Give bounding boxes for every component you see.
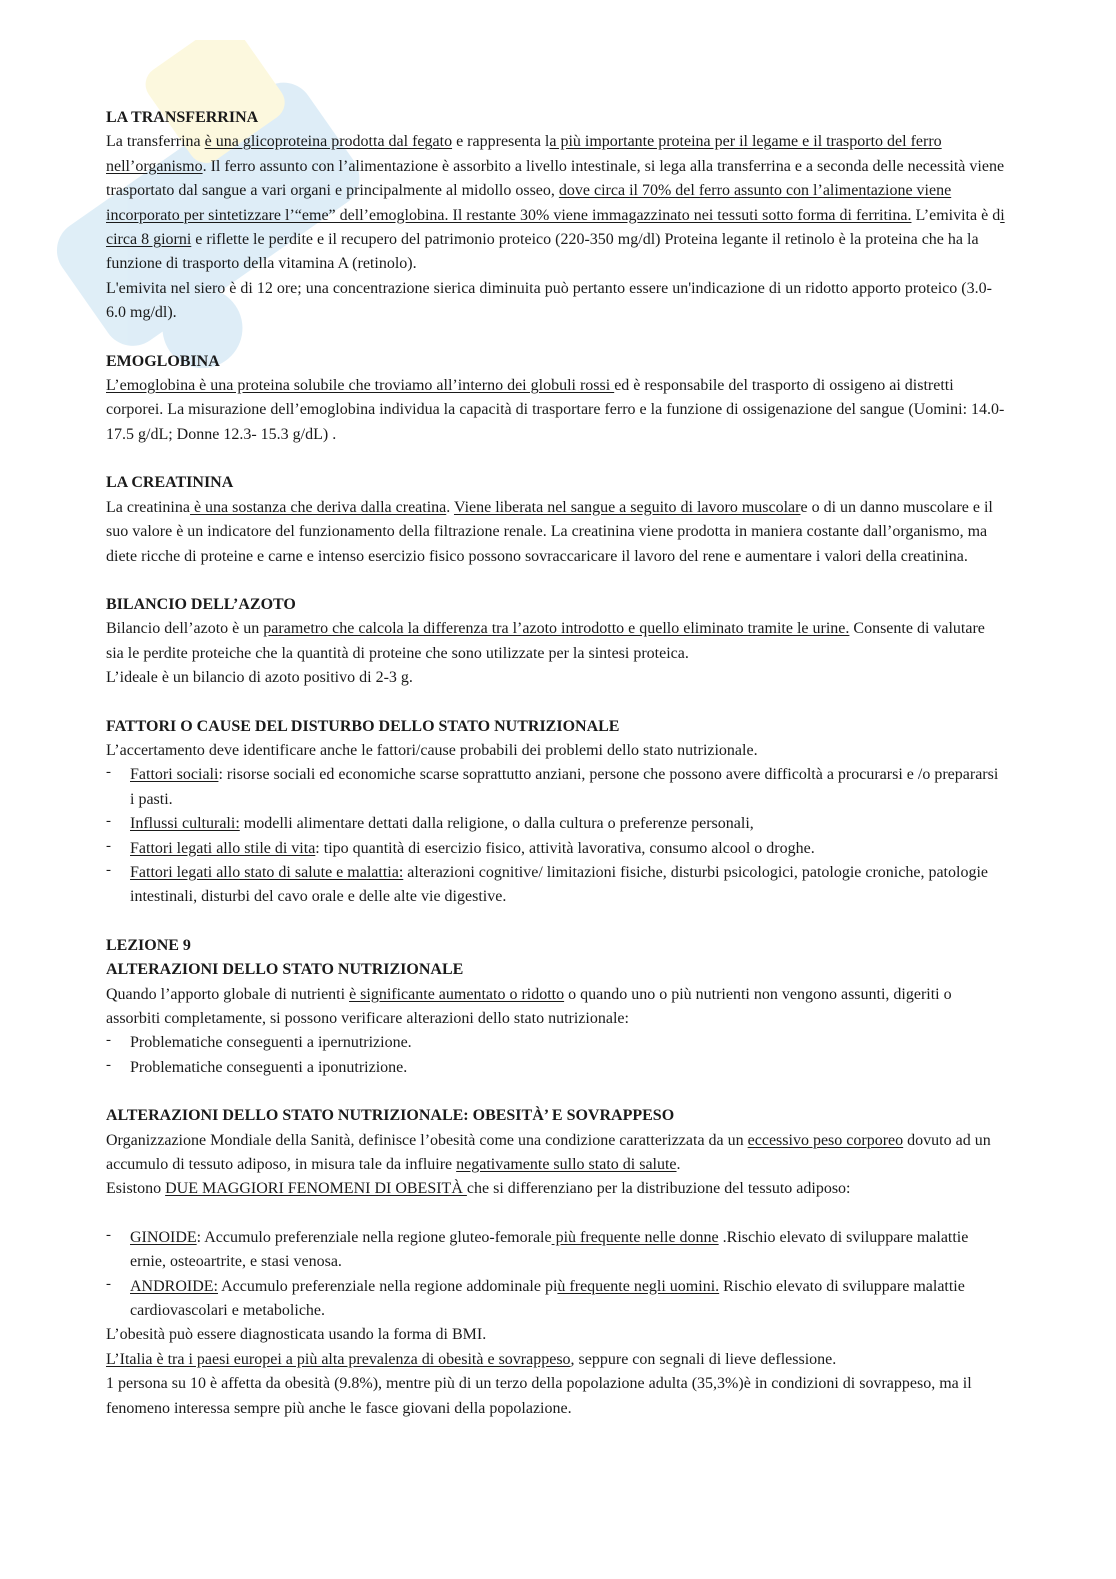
paragraph: L’ideale è un bilancio di azoto positivo di 2-3 g.	[106, 669, 413, 687]
section-emoglobina	[106, 350, 1006, 448]
section-transferrina	[106, 106, 1006, 326]
paragraph: La transferrina è una glicoproteina prodotta dal fegato e rappresenta la più importante proteina per il legame e il trasporto del ferro nell’organismo. Il ferro assunto con l’alimentazione è assorbito a livello intestinale, si lega alla transferrina e a seconda delle necessità viene trasportato dal sangue a vari organi e principalmente al midollo osseo, dove circa il 70% del ferro assunto con l’alimentazione viene incorporato per sintetizzare l’“eme” dell’emoglobina. Il restante 30% viene immagazzinato nei tessuti sotto forma di ferritina. L’emivita è di circa 8 giorni e riflette le perdite e il recupero del patrimonio proteico (220-350 mg/dl) Proteina legante il retinolo è la proteina che ha la funzione di trasporto della vitamina A (retinolo).	[106, 133, 1005, 273]
paragraph: L’Italia è tra i paesi europei a più alta prevalenza di obesità e sovrappeso, seppure con segnali di lieve deflessione.	[106, 1350, 837, 1368]
section-title: LA CREATININA	[106, 474, 234, 492]
section-title: ALTERAZIONI DELLO STATO NUTRIZIONALE: OBESITÀ’ E SOVRAPPESO	[106, 1107, 675, 1125]
paragraph: L’accertamento deve identificare anche le fattori/cause probabili dei problemi dello stato nutrizionale.	[106, 741, 758, 759]
paragraph: La creatinina è una sostanza che deriva dalla creatina. Viene liberata nel sangue a seguito di lavoro muscolare o di un danno muscolare e il suo valore è un indicatore del funzionamento della filtrazione renale. La creatinina viene prodotta in maniera costante dall’organismo, ma diete ricche di proteine e carne e intenso esercizio fisico possono sovraccaricare il lavoro del rene e aumentare i valori della creatinina.	[106, 498, 993, 565]
document-page	[106, 106, 1006, 1421]
section-title: LA TRANSFERRINA	[106, 109, 259, 126]
list-item: - Fattori legati allo stile di vita: tipo quantità di esercizio fisico, attività lavorativa, consumo alcool o droghe.	[106, 837, 1006, 861]
paragraph: Organizzazione Mondiale della Sanità, definisce l’obesità come una condizione caratterizzata da un eccessivo peso corporeo dovuto ad un accumulo di tessuto adiposo, in misura tale da influire negativamente sullo stato di salute.	[106, 1131, 991, 1174]
paragraph: L’emoglobina è una proteina solubile che troviamo all’interno dei globuli rossi ed è responsabile del trasporto di ossigeno ai distretti corporei. La misurazione dell’emoglobina individua la capacità di trasportare ferro e la funzione di ossigenazione del sangue (Uomini: 14.0-17.5 g/dL; Donne 12.3- 15.3 g/dL) .	[106, 377, 1005, 443]
list-item: - GINOIDE: Accumulo preferenziale nella regione gluteo-femorale più frequente nelle donne .Rischio elevato di sviluppare malattie ernie, osteoartrite, e stasi venosa.	[106, 1226, 1006, 1275]
paragraph: Quando l’apporto globale di nutrienti è significante aumentato o ridotto o quando uno o più nutrienti non vengono assunti, digeriti o assorbiti completamente, si possono verificare alterazioni dello stato nutrizionale:	[106, 985, 952, 1027]
lesson-label: LEZIONE 9	[106, 936, 191, 954]
factor-list	[106, 763, 1006, 909]
list-item: - Problematiche conseguenti a ipernutrizione.	[106, 1031, 1006, 1055]
section-fattori	[106, 715, 1006, 910]
paragraph: 1 persona su 10 è affetta da obesità (9.8%), mentre più di un terzo della popolazione adulta (35,3%)è in condizioni di sovrappeso, ma il fenomeno interessa sempre più anche le fasce giovani della popolazione.	[106, 1375, 972, 1417]
paragraph: Esistono DUE MAGGIORI FENOMENI DI OBESITÀ che si differenziano per la distribuzione del tessuto adiposo:	[106, 1180, 851, 1198]
paragraph: L’obesità può essere diagnosticata usando la forma di BMI.	[106, 1326, 487, 1344]
list-item: - ANDROIDE: Accumulo preferenziale nella regione addominale più frequente negli uomini. Rischio elevato di sviluppare malattie cardiovascolari e metaboliche.	[106, 1275, 1006, 1324]
section-title: EMOGLOBINA	[106, 352, 220, 370]
list-item: - Influssi culturali: modelli alimentare dettati dalla religione, o dalla cultura o preferenze personali,	[106, 812, 1006, 836]
list-item: - Fattori legati allo stato di salute e malattia: alterazioni cognitive/ limitazioni fisiche, disturbi psicologici, patologie croniche, patologie intestinali, disturbi del cavo orale e delle alte vie digestive.	[106, 861, 1006, 910]
section-title: ALTERAZIONI DELLO STATO NUTRIZIONALE	[106, 961, 464, 979]
paragraph: L'emivita nel siero è di 12 ore; una concentrazione sierica diminuita può pertanto essere un'indicazione di un ridotto apporto proteico (3.0-6.0 mg/dl).	[106, 279, 992, 322]
section-title: BILANCIO DELL’AZOTO	[106, 595, 296, 613]
list-item: - Fattori sociali: risorse sociali ed economiche scarse soprattutto anziani, persone che possono avere difficoltà a procurarsi e /o prepararsi i pasti.	[106, 763, 1006, 812]
section-creatinina	[106, 471, 1006, 569]
obesity-type-list	[106, 1226, 1006, 1324]
section-obesita	[106, 1104, 1006, 1421]
section-azoto	[106, 593, 1006, 691]
section-lezione-9	[106, 934, 1006, 1080]
paragraph: Bilancio dell’azoto è un parametro che calcola la differenza tra l’azoto introdotto e quello eliminato tramite le urine. Consente di valutare sia le perdite proteiche che la quantità di proteine che sono utilizzate per la sintesi proteica.	[106, 620, 985, 662]
section-title: FATTORI O CAUSE DEL DISTURBO DELLO STATO NUTRIZIONALE	[106, 717, 620, 735]
list-item: - Problematiche conseguenti a iponutrizione.	[106, 1056, 1006, 1080]
alteration-list	[106, 1031, 1006, 1080]
